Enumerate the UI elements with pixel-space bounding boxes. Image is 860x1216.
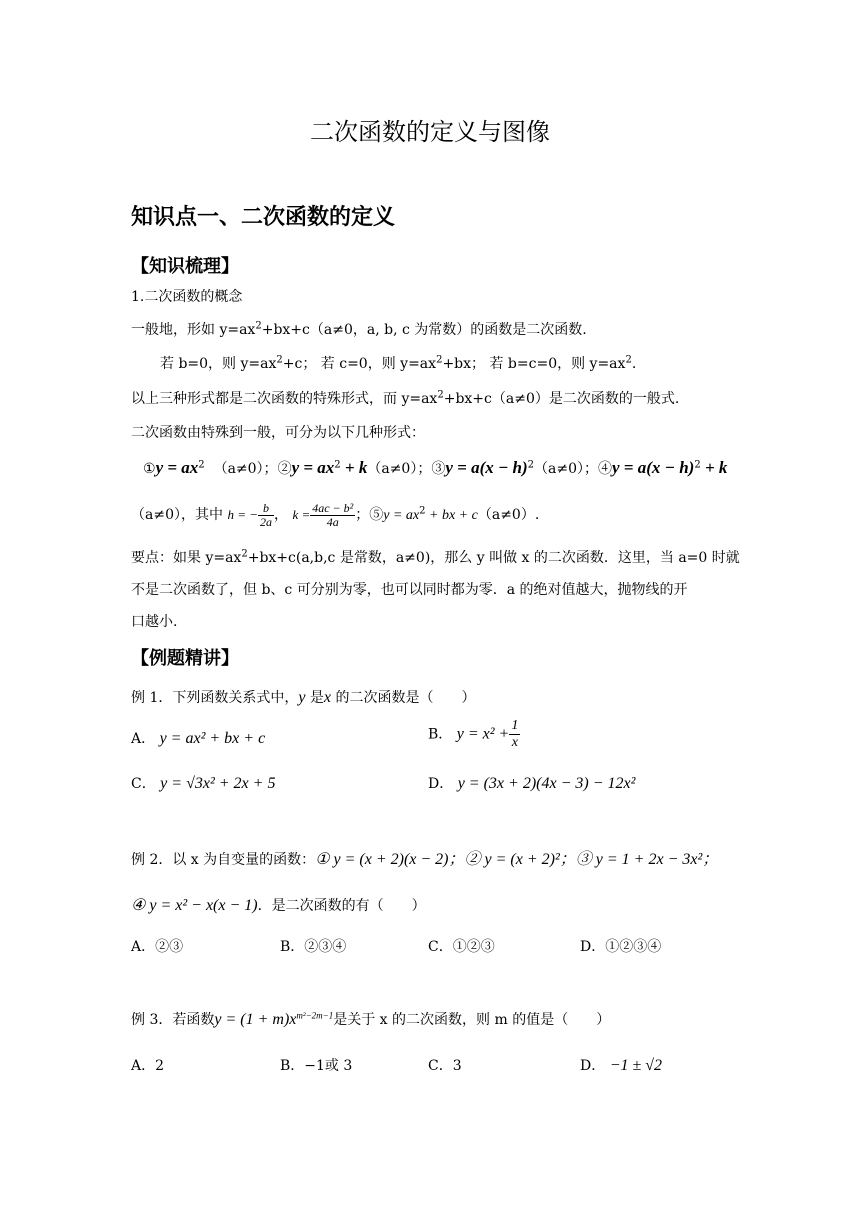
example-2-option-c: C．①②③ [428, 939, 495, 955]
h-fraction: $\frac{b}{2a}$ [259, 500, 272, 529]
example-3-option-b: B．−1或 3 [280, 1058, 353, 1074]
concept-heading: 1.二次函数的概念 [131, 289, 243, 305]
keypoint-line-1: 要点：如果 $y=ax^2+bx+c(a,b,c$ 是常数，a≠0)，那么 y 叫做 x 的二次函数．这里，当 a=0 时就 [131, 548, 740, 566]
special-forms-line: 若 b=0，则 $y=ax^2+c$； 若 c=0，则 $y=ax^2+bx$； 若 b=c=0，则 $y=ax^2$. [160, 354, 637, 372]
example-1-option-b: B． y = x² + $\frac{1}{x}$ [428, 718, 519, 750]
example-1-option-a: A． y = ax² + bx + c [131, 730, 266, 747]
example-3-stem: 例 3．若函数$y = (1 + m)x^{m^2-2m-1}$是关于 x 的二次函数，则 m 的值是（ ） [131, 1010, 611, 1028]
example-3-option-d: D． −1 ± √2 [580, 1057, 663, 1074]
forms-line-1: ①y = $ax^2$ （a≠0）；②y = $ax^2 + k(a\ne 0)$；③y = $a(x - h)^2(a\ne 0)$；④y = $a(x - h)^2 + k$ [143, 458, 728, 477]
example-1-option-d: D． y = (3x + 2)(4x − 3) − 12x² [428, 775, 636, 792]
example-2-option-a: A．②③ [131, 939, 184, 955]
keypoint-line-3: 口越小. [131, 614, 178, 630]
definition-line: 一般地，形如 $y=ax^2+bx+c(a\ne 0$，a, b, c 为常数）的函数是二次函数. [131, 320, 587, 338]
general-form-line: 以上三种形式都是二次函数的特殊形式，而 $y=ax^2+bx+c(a\ne 0)$是二次函数的一般式. [131, 389, 680, 407]
keypoint-line-2: 不是二次函数了，但 b、c 可分别为零，也可以同时都为零．a 的绝对值越大，抛物线的开 [131, 582, 688, 598]
example-1-stem: 例 1．下列函数关系式中，y 是x 的二次函数是（ ） [131, 689, 476, 706]
example-2-stem: 例 2．以 x 为自变量的函数：① y = (x + 2)(x − 2)；② y = (x + 2)²；③ y = 1 + 2x − 3x²； [131, 851, 719, 868]
example-2-option-d: D．①②③④ [580, 939, 662, 955]
example-2-stem-cont: ④ y = x² − x(x − 1)．是二次函数的有（ ） [131, 897, 426, 914]
section-heading: 知识点一、二次函数的定义 [131, 205, 396, 230]
example-2-option-b: B．②③④ [280, 939, 347, 955]
example-3-option-a: A．2 [131, 1058, 165, 1074]
example-1-option-c: C． y = √3x² + 2x + 5 [131, 775, 276, 792]
examples-label: 【例题精讲】 [131, 648, 239, 669]
k-fraction: $\frac{\text{4ac − b²}}{4a}$ [312, 500, 354, 529]
b-fraction: $\frac{1}{x}$ [511, 718, 519, 750]
page-title: 二次函数的定义与图像 [310, 118, 550, 146]
example-3-option-c: C．3 [428, 1058, 462, 1074]
forms-intro: 二次函数由特殊到一般，可分为以下几种形式： [131, 425, 425, 441]
forms-line-2: （a≠0），其中 h = − $\frac{b}{2a}$ ， k = $\frac{\text{4ac − b²}}{4a}$ ；⑤y = $ax^2$ + bx + c（a≠0）. [131, 500, 540, 529]
knowledge-label: 【知识梳理】 [131, 256, 239, 277]
